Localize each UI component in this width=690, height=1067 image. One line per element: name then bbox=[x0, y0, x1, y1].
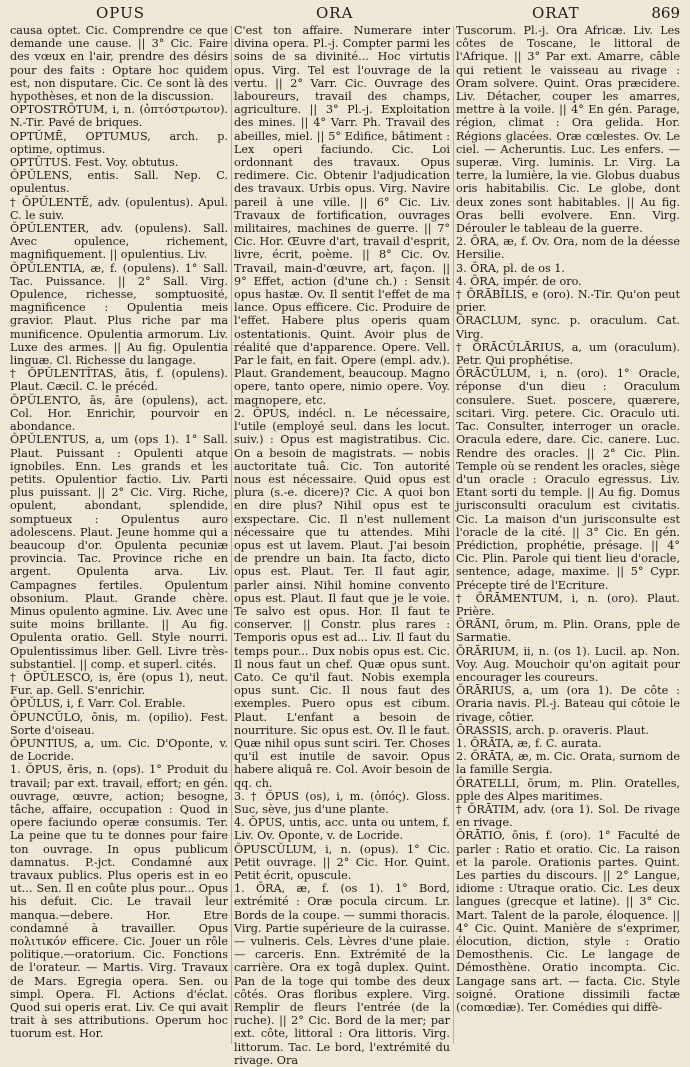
dictionary-entry: 4. ŎPUS, untis, acc. unta ou untem, f. Liv. Ov. Oponte, v. de Locride. bbox=[234, 816, 450, 843]
dictionary-entry: † ŎPŬLESCO, is, ĕre (opus 1), neut. Fur. ap. Gell. S'enrichir. bbox=[10, 670, 228, 698]
page-number: 869 bbox=[651, 4, 680, 22]
dictionary-entry: ŌRĀNI, ōrum, m. Plin. Orans, pple de Sarmatie. bbox=[456, 618, 680, 645]
dictionary-entry: † ŌRĀCŬLĀRIUS, a, um (oraculum). Petr. Qui prophétise. bbox=[456, 340, 680, 368]
dictionary-entry: † ŎPŬLENTĬTAS, ātis, f. (opulens). Plaut. Cæcil. C. le précéd. bbox=[10, 367, 228, 394]
dictionary-entry: ŎPŬLENTO, ās, āre (opulens), act. Col. Hor. Enrichir, pourvoir en abondance. bbox=[10, 393, 228, 434]
dictionary-entry: ŎPŬLENTIA, æ, f. (opulens). 1° Sall. Tac. Puissance. || 2° Sall. Virg. Opulence, richesse, somptuosité, magnificence : Opulentia meis gravior. Plaut. Plus riche par ma munificence. Opulentia armorum. Liv. Luxe des armes. || Au fig. Opulentia linguæ. Cl. Richesse du langage. bbox=[10, 261, 228, 368]
dictionary-entry: causa optet. Cic. Comprendre ce que demande une cause. || 3° Cic. Faire des vœux en l'air, prendre des désirs pour des faits : Optare hoc quidem est, non disputare. Cic. Ce sont là des hypothèses, et non de la discussion. bbox=[10, 24, 228, 104]
dictionary-entry: ŎPŬLUS, i, f. Varr. Col. Erable. bbox=[10, 697, 186, 711]
dictionary-entry: ŎPUSCŬLUM, i, n. (opus). 1° Cic. Petit ouvrage. || 2° Cic. Hor. Quint. Petit écrit, opuscule. bbox=[234, 842, 450, 882]
dictionary-entry: 2. ŌRA, æ, f. Ov. Ora, nom de la déesse Hersilie. bbox=[456, 235, 680, 262]
dictionary-entry: C'est ton affaire. Numerare inter divina opera. Pl.-j. Compter parmi les soins de sa divinité... Hoc virtutis opus. Virg. Tel est l'ouvrage de la vertu. || 2° Varr. Cic. Ouvrage des laboureurs, travail des champs, agriculture. || 3° Pl.-j. Exploitation des mines. || 4° Varr. Ph. Travail des abeilles, miel. || 5° Edifice, bâtiment : Lex operi faciundo. Cic. Loi ordonnant des travaux. Opus redimere. Cic. Obtenir l'adjudication des travaux. Urbis opus. Virg. Navire pareil à une ville. || 6° Cic. Liv. Travaux de fortification, ouvrages militaires, machines de guerre. || 7° Cic. Hor. Œuvre d'art, travail d'esprit, livre, écrit, poème. || 8° Cic. Ov. Travail, main-d'œuvre, art, façon. || 9° Effet, action (d'une ch.) : Sensit opus hastæ. Ov. Il sentit l'effet de ma lance. Opus efficere. Cic. Produire de l'effet. Habere plus operis quam ostentationis. Quint. Avoir plus de réalité que d'apparence. Opere. Vell. Par le fait, en fait. Opere (empl. adv.). Plaut. Grandement, beaucoup. Magno opere, tanto opere, nimio opere. Voy. magnopere, etc. bbox=[234, 24, 450, 407]
column-middle bbox=[234, 24, 450, 1067]
dictionary-entry: ŌRĀRIUM, ii, n. (os 1). Lucil. ap. Non. Voy. Aug. Mouchoir qu'on agitait pour encourager les coureurs. bbox=[456, 644, 680, 684]
dictionary-entry: 2. ŌRĀTA, æ, m. Cic. Orata, surnom de la famille Sergia. bbox=[456, 750, 680, 777]
dictionary-entry: ŌRĀCŬLUM, i, n. (oro). 1° Oracle, réponse d'un dieu : Oraculum consulere. Suet. poscere, quærere, scitari. Virg. petere. Cic. Oraculo uti. Tac. Consulter, interroger un oracle. Oracula edere, dare. Cic. canere. Luc. Rendre des oracles. || 2° Cic. Plin. Temple où se rendent les oracles, siège d'un oracle : Oraculo egressus. Liv. Etant sorti du temple. || Au fig. Domus jurisconsulti oraculum est civitatis. Cic. La maison d'un jurisconsulte est l'oracle de la cité. || 3° Cic. En gén. Prédiction, prophétie, présage. || 4° Cic. Plin. Parole qui tient lieu d'oracle, sentence, adage, maxime. || 5° Cypr. Précepte tiré de l'Ecriture. bbox=[456, 367, 680, 592]
dictionary-entry: † ŌRĀMENTUM, i, n. (oro). Plaut. Prière. bbox=[456, 591, 680, 618]
dictionary-entry: ŌRĀRIUS, a, um (ora 1). De côte : Oraria navis. Pl.-j. Bateau qui côtoie le rivage, côtier. bbox=[456, 684, 680, 724]
dictionary-entry: OPTOSTRŌTUM, i, n. (ὀπτόστρωτον). N.-Tir. Pavé de briques. bbox=[10, 103, 228, 130]
right-guide-word: ORAT bbox=[532, 4, 580, 22]
dictionary-entry: OPTŬMĒ, OPTUMUS, arch. p. optime, optimus. bbox=[10, 129, 228, 156]
column-left bbox=[10, 24, 228, 1044]
left-guide-word: OPUS bbox=[96, 4, 146, 22]
dictionary-entry: OPTŪTUS. Fest. Voy. obtutus. bbox=[10, 156, 179, 170]
dictionary-entry: Tuscorum. Pl.-j. Ora Africæ. Liv. Les côtes de Toscane, le littoral de l'Afrique. || 3° Par ext. Amarre, câble qui retient le vaisseau au rivage : Oram solvere. Quint. Oras præcidere. Liv. Détacher, couper les amarres, mettre à la voile. || 4° En gén. Parage, région, climat : Ora gelida. Hor. Régions glacées. Oræ cœlestes. Ov. Le ciel. — Acheruntis. Luc. Les enfers. — superæ. Virg. luminis. Lr. Virg. La terre, la lumière, la vie. Globus duabus oris habitabilis. Cic. Le globe, dont deux zones sont habitables. || Au fig. Oras belli evolvere. Enn. Virg. Dérouler le tableau de la guerre. bbox=[456, 24, 680, 236]
dictionary-entry: 1. ŎPUS, ĕris, n. (ops). 1° Produit du travail; par ext. travail, effort; en gén. ouvrage, œuvre, action; besogne, tâche, affaire, occupation : Quod in opere faciundo operæ consumis. Ter. La peine que tu te donnes pour faire ton ouvrage. In opus publicum damnatus. P.-jct. Condamné aux travaux publics. Plus operis est in eo ut... Sen. Il en coûte plus pour... Opus his defuit. Cic. Le travail leur manqua.—debere. Hor. Etre condamné à travailler. Opus πολιτικόν efficere. Cic. Jouer un rôle politique.—oratorium. Cic. Fonctions de l'orateur. — Martis. Virg. Travaux de Mars. Egregia opera. Sen. ou simpl. Opera. Fl. Actions d'éclat. Quod sui operis erat. Liv. Ce qui avait trait à ses attributions. Operum hoc tuorum est. Hor. bbox=[10, 763, 228, 1041]
dictionary-entry: ŎPŬLENTUS, a, um (ops 1). 1° Sall. Plaut. Puissant : Opulenti atque ignobiles. Enn. Les grands et les petits. Opulentior factio. Liv. Parti plus puissant. || 2° Cic. Virg. Riche, opulent, abondant, splendide, somptueux : Opulentus auro adolescens. Plaut. Jeune homme qui a beaucoup d'or. Opulenta pecuniæ provincia. Tac. Province riche en argent. Opulenta arva. Liv. Campagnes fertiles. Opulentum obsonium. Plaut. Grande chère. Minus opulento agmine. Liv. Avec une suite moins brillante. || Au fig. Opulenta oratio. Gell. Style nourri. Opulentissimus liber. Gell. Livre très-substantiel. || comp. et superl. cités. bbox=[10, 433, 228, 671]
center-guide-word: ORA bbox=[316, 4, 354, 22]
dictionary-entry: 1. ŌRĀTA, æ, f. C. aurata. bbox=[456, 736, 602, 750]
dictionary-entry: ŎPUNTIUS, a, um. Cic. D'Oponte, v. de Locride. bbox=[10, 736, 228, 764]
dictionary-entry: 3. † ŎPUS (os), i, m. (ὀπός). Gloss. Suc, sève, jus d'une plante. bbox=[234, 789, 450, 816]
dictionary-entry: ŌRACLUM, sync. p. oraculum. Cat. Virg. bbox=[456, 314, 680, 341]
dictionary-entry: ŎPŬLENTER, adv. (opulens). Sall. Avec opulence, richement, magnifiquement. || opulentius. Liv. bbox=[10, 222, 228, 262]
column-right bbox=[456, 24, 680, 1044]
dictionary-entry: † ŌRĀTIM, adv. (ora 1). Sol. De rivage en rivage. bbox=[456, 802, 680, 830]
dictionary-entry: ŌRĀTIO, ōnis, f. (oro). 1° Faculté de parler : Ratio et oratio. Cic. La raison et la parole. Orationis partes. Quint. Les parties du discours. || 2° Langue, idiome : Utraque oratio. Cic. Les deux langues (grecque et latine). || 3° Cic. Mart. Talent de la parole, éloquence. || 4° Cic. Quint. Manière de s'exprimer, élocution, diction, style : Oratio Demosthenis. Cic. Le langage de Démosthène. Oratio incompta. Cic. Langage sans art. — facta. Cic. Style soigné. Oratione dissimili factæ (comœdiæ). Ter. Comédies qui diffè- bbox=[456, 829, 680, 1015]
dictionary-entry: † ŎPŬLENTĒ, adv. (opulentus). Apul. C. le suiv. bbox=[10, 195, 228, 222]
column-divider bbox=[453, 26, 454, 1044]
dictionary-entry: † ŌRĀBĬLIS, e (oro). N.-Tir. Qu'on peut prier. bbox=[456, 288, 680, 315]
dictionary-entry: 4. ŌRA, impér. de oro. bbox=[456, 274, 582, 288]
column-divider bbox=[231, 26, 232, 1044]
running-header bbox=[0, 0, 690, 24]
dictionary-entry: ŎPŬLENS, entis. Sall. Nep. C. opulentus. bbox=[10, 169, 228, 196]
dictionary-entry: 2. ŎPUS, indécl. n. Le nécessaire, l'utile (employé seul. dans les locut. suiv.) : Opus est magistratibus. Cic. On a besoin de magistrats. — nobis auctoritate tuâ. Cic. Ton autorité nous est nécessaire. Quid opus est plura (s.-e. dicere)? Cic. A quoi bon en dire plus? Nihil opus est te exspectare. Cic. Il n'est nullement nécessaire que tu attendes. Mihi opus est ut lavem. Plaut. J'ai besoin de prendre un bain. Ita facto, dicto opus est. Plaut. Ter. Il faut agir, parler ainsi. Nihil homine convento opus est. Plaut. Il faut que je le voie. Te salvo est opus. Hor. Il faut te conserver. || Constr. plus rares : Temporis opus est ad... Liv. Il faut du temps pour... Dux nobis opus est. Cic. Il nous faut un chef. Quæ opus sunt. Cato. Ce qu'il faut. Nobis exempla opus sunt. Cic. Il nous faut des exemples. Puero opus est cibum. Plaut. L'enfant a besoin de nourriture. Sic opus est. Ov. Il le faut. Quæ nihil opus sunt sciri. Ter. Choses qu'il est inutile de savoir. Opus habere aliquâ re. Col. Avoir besoin de qq. ch. bbox=[234, 406, 450, 790]
dictionary-entry: ŌRASSIS, arch. p. oraveris. Plaut. bbox=[456, 723, 649, 737]
dictionary-entry: ŎPUNCŬLO, ōnis, m. (opilio). Fest. Sorte d'oiseau. bbox=[10, 710, 228, 737]
dictionary-entry: 3. ŌRA, pl. de os 1. bbox=[456, 261, 565, 275]
dictionary-entry: ŌRATELLI, ōrum, m. Plin. Oratelles, pple des Alpes maritimes. bbox=[456, 776, 680, 803]
dictionary-entry: 1. ŌRA, æ, f. (os 1). 1° Bord, extrémité : Oræ pocula circum. Lr. Bords de la coupe. — summi thoracis. Virg. Partie supérieure de la cuirasse. — vulneris. Cels. Lèvres d'une plaie. — carceris. Enn. Extrémité de la carrière. Ora ex togâ duplex. Quint. Pan de la toge qui tombe des deux côtés. Oras floribus explere. Virg. Remplir de fleurs l'entrée (de la ruche). || 2° Cic. Bord de la mer; par ext. côte, littoral : Ora littoris. Virg. littorum. Tac. Le bord, l'extrémité du rivage. Ora bbox=[234, 882, 450, 1067]
